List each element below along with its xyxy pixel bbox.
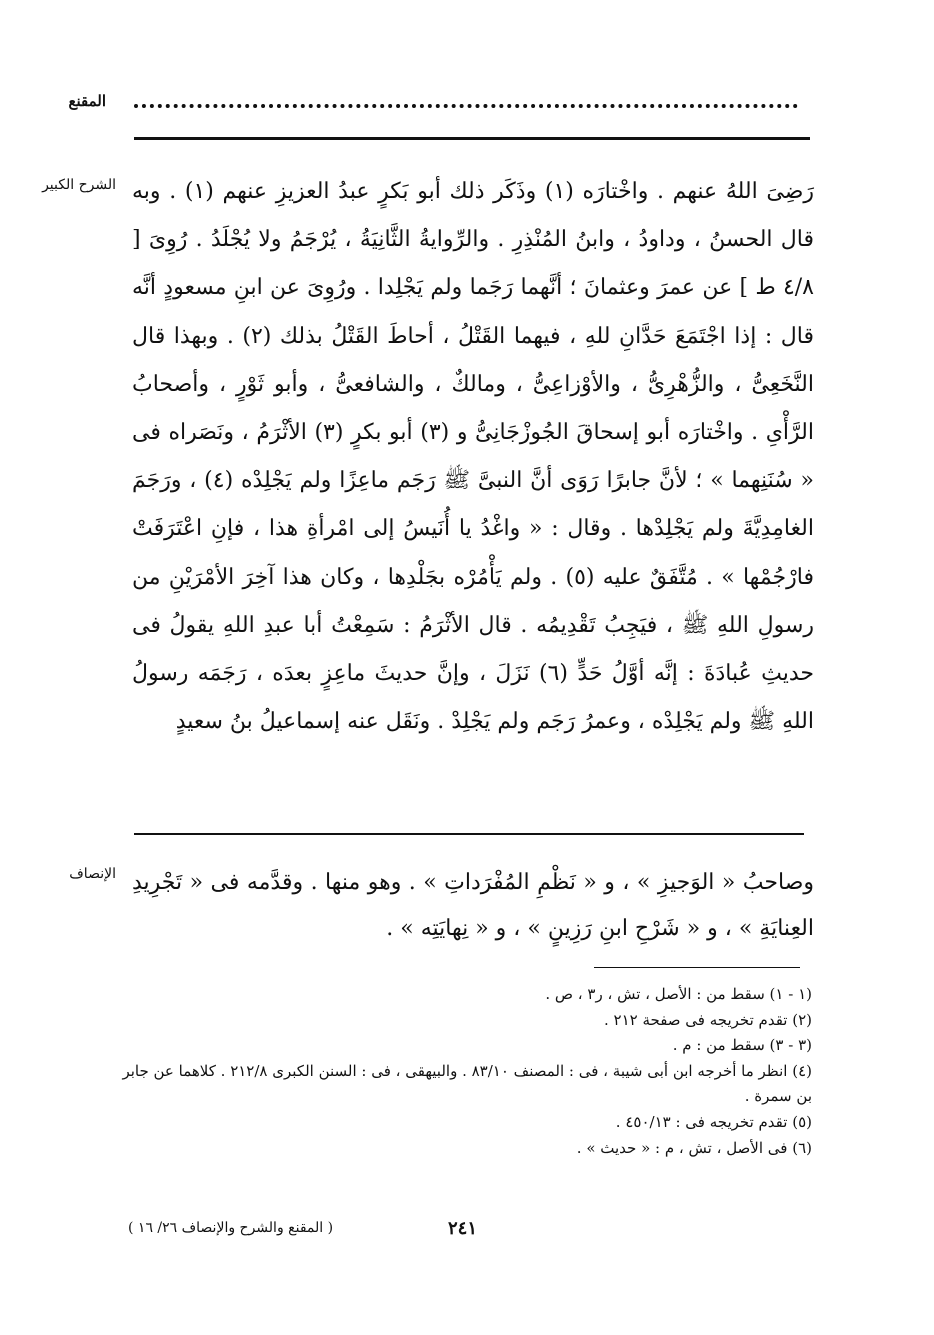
header-title: المقنع [68, 92, 106, 110]
footnote-6: (٦) فى الأصل ، تش ، م : « حديث » . [576, 1138, 812, 1157]
header-rule [134, 137, 810, 140]
main-body [132, 168, 814, 746]
insaf-paragraph: وصاحبُ « الوَجيزِ » ، و « نَظْمِ المُفْرَداتِ » . وهو منها . وقدَّمه فى « تَجْرِيدِ العِنايَةِ » ، و « شَرْحِ ابنِ رَزِينٍ » ، و « نِهايَتِه » . [132, 870, 814, 941]
side-label-sharh: الشرح الكبير [42, 177, 116, 193]
section-divider [134, 833, 804, 835]
footnote-3: (٣ - ٣) سقط من : م . [672, 1036, 812, 1055]
insaf-body [132, 860, 814, 952]
header-dotted-line [134, 104, 798, 108]
side-label-insaf: الإنصاف [69, 866, 116, 882]
footnote-4: (٤) انظر ما أخرجه ابن أبى شيبة ، فى : المصنف ٨٣/١٠ . والبيهقى ، فى : السنن الكبرى ٢١٢/٨ . كلاهما عن جابر بن سمرة . [122, 1061, 812, 1106]
main-paragraph: رَضِىَ اللهُ عنهم . واخْتارَه (١) وذَكَر ذلك أبو بَكرٍ عبدُ العزيزِ عنهم (١) . وبه قال الحسنُ ، وداودُ ، وابنُ المُنْذِرِ . والرِّوايةُ الثَّانِيَةُ ، يُرْجَمُ ولا يُجْلَدُ . رُوِىَ [ ٤/٨ ط ] عن عمرَ وعثمانَ ؛ أنَّهما رَجَما ولم يَجْلِدا . ورُوِىَ عن ابنِ مسعودٍ أنَّه قال : إذا اجْتَمَعَ حَدَّانِ للهِ ، فيهما القَتْلُ ، أحاطَ القَتْلُ بذلك (٢) . وبهذا قال النَّخَعِىُّ ، والزُّهْرِىُّ ، والأوْزاعِىُّ ، ومالكٌ ، والشافعىُّ ، وأبو ثَوْرٍ ، وأصحابُ الرَّأْىِ . واخْتارَه أبو إسحاقَ الجُوزْجَانِىُّ و (٣) أبو بكرٍ (٣) الأثْرَمُ ، ونَصَراه فى « سُنَنِهما » ؛ لأنَّ جابرًا رَوَى أنَّ النبىَّ ﷺ رَجَم ماعِزًا ولم يَجْلِدْه (٤) ، ورَجَمَ الغامِدِيَّةَ ولم يَجْلِدْها . وقال : « واغْدُ يا أُنَيسُ إلى امْرأةِ هذا ، فإنِ اعْتَرَفَتْ فارْجُمْها » . مُتَّفَقٌ عليه (٥) . ولم يَأْمُرْه بجَلْدِها ، وكان هذا آخِرَ الأمْرَيْنِ من رسولِ اللهِ ﷺ ، فيَجِبُ تَقْدِيمُه . قال الأثْرَمُ : سَمِعْتُ أبا عبدِ اللهِ يقولُ فى حديثِ عُبادَةَ : إنَّه أوَّلُ حَدٍّ (٦) نَزَلَ ، وإنَّ حديثَ ماعِزٍ بعدَه ، رَجَمَه رسولُ اللهِ ﷺ ولم يَجْلِدْه ، وعمرُ رَجَم ولم يَجْلِدْ . ونَقَل عنه إسماعيلُ بنُ سعيدٍ [132, 179, 815, 735]
page-number: ٢٤١ [448, 1218, 478, 1239]
footnotes [120, 982, 812, 1161]
footnote-2: (٢) تقدم تخريجه فى صفحة ٢١٢ . [603, 1010, 812, 1029]
footnote-5: (٥) تقدم تخريجه فى : ٤٥٠/١٣ . [615, 1112, 812, 1131]
footnote-rule [594, 967, 800, 968]
footer-reference: ( المقنع والشرح والإنصاف ٢٦/ ١٦ ) [128, 1220, 334, 1236]
footnote-1: (١ - ١) سقط من : الأصل ، تش ، ر٣ ، ص . [545, 985, 812, 1003]
